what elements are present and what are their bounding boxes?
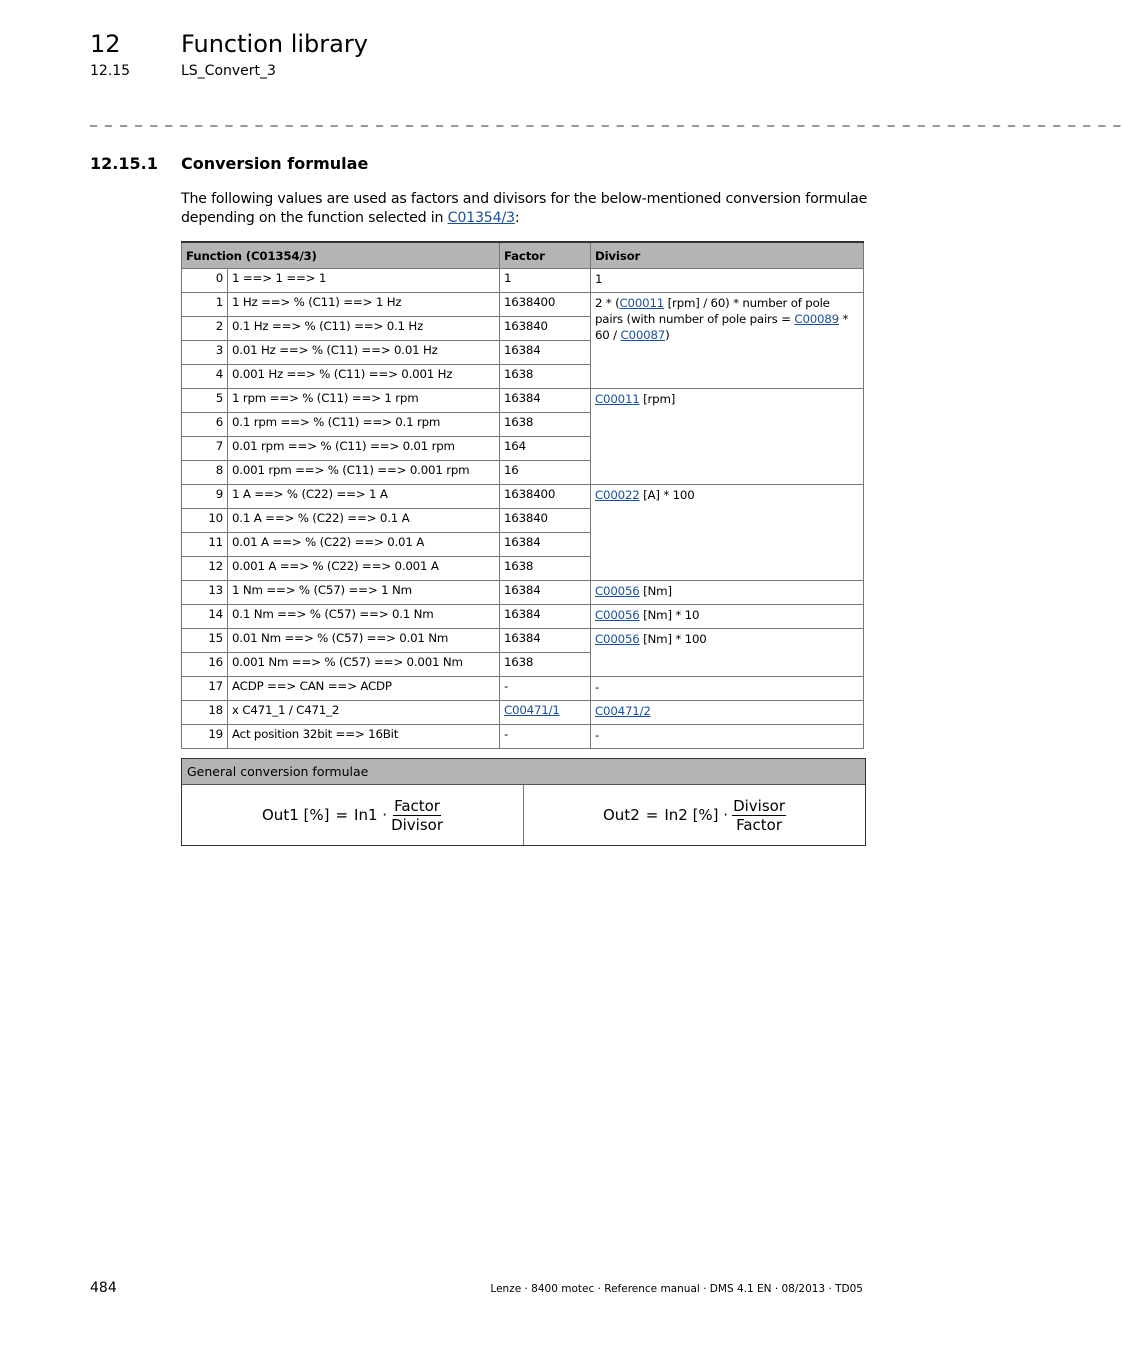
row-number: 14 (182, 605, 228, 629)
table-row (182, 677, 864, 701)
function-cell: 0.1 rpm ==> % (C11) ==> 0.1 rpm (228, 413, 500, 437)
factor-cell: 164 (500, 437, 591, 461)
row-number: 17 (182, 677, 228, 701)
factor-cell: - (500, 725, 591, 749)
factor-cell: 1 (500, 269, 591, 293)
table-row (182, 389, 864, 413)
factor-cell: 16384 (500, 605, 591, 629)
row-number: 11 (182, 533, 228, 557)
divisor-cell (591, 293, 864, 389)
function-cell: 0.01 rpm ==> % (C11) ==> 0.01 rpm (228, 437, 500, 461)
parameter-link[interactable]: C00056 (595, 608, 640, 622)
formula-out1 (182, 785, 523, 845)
row-number: 2 (182, 317, 228, 341)
intro-end: : (514, 210, 520, 226)
function-cell: 0.01 Nm ==> % (C57) ==> 0.01 Nm (228, 629, 500, 653)
divisor-text: ) (665, 328, 670, 342)
section-title: LS_Convert_3 (181, 63, 276, 79)
factor-cell: 1638400 (500, 485, 591, 509)
divisor-cell (591, 581, 864, 605)
divisor-text: * 60 / (595, 312, 849, 342)
table-row (182, 725, 864, 749)
divisor-cell (591, 605, 864, 629)
subsection-title: Conversion formulae (181, 154, 369, 173)
table-row (182, 293, 864, 317)
divisor-text: [rpm] / 60) * number of pole pairs (with number of pole pairs = (595, 296, 830, 326)
row-number: 12 (182, 557, 228, 581)
parameter-link[interactable]: C00022 (595, 488, 640, 502)
function-cell: 1 Hz ==> % (C11) ==> 1 Hz (228, 293, 500, 317)
factor-cell: 1638 (500, 365, 591, 389)
function-cell: 1 A ==> % (C22) ==> 1 A (228, 485, 500, 509)
table-header-row (182, 242, 864, 269)
factor-cell: 163840 (500, 509, 591, 533)
factor-cell: 163840 (500, 317, 591, 341)
table-row (182, 701, 864, 725)
function-cell: 0.1 A ==> % (C22) ==> 0.1 A (228, 509, 500, 533)
section-number: 12.15 (90, 63, 131, 79)
divisor-text: [Nm] * 10 (639, 608, 700, 622)
table-row (182, 629, 864, 653)
factor-cell: 16384 (500, 389, 591, 413)
divisor-text: 2 * ( (595, 296, 620, 310)
numerator: Divisor (733, 796, 785, 815)
subsection-number: 12.15.1 (90, 154, 158, 173)
row-number: 8 (182, 461, 228, 485)
formula-rhs: In2 [%] · (664, 806, 729, 824)
factor-cell: - (500, 677, 591, 701)
formula-out2 (523, 785, 865, 845)
formula-eq: = (335, 806, 349, 824)
row-number: 4 (182, 365, 228, 389)
divisor-cell (591, 677, 864, 701)
parameter-link[interactable]: C00011 (619, 296, 665, 310)
divisor-text: - (595, 680, 600, 694)
denominator: Divisor (391, 815, 443, 834)
divisor-cell (591, 485, 864, 581)
divisor-text: - (595, 728, 600, 742)
row-number: 19 (182, 725, 228, 749)
header-factor: Factor (500, 242, 591, 269)
factor-cell: 16384 (500, 341, 591, 365)
divisor-cell (591, 629, 864, 677)
row-number: 15 (182, 629, 228, 653)
table-row (182, 485, 864, 509)
factor-cell: 16384 (500, 581, 591, 605)
function-cell: ACDP ==> CAN ==> ACDP (228, 677, 500, 701)
function-cell: 0.001 Nm ==> % (C57) ==> 0.001 Nm (228, 653, 500, 677)
general-formulae-title: General conversion formulae (182, 759, 865, 785)
function-cell: 1 rpm ==> % (C11) ==> 1 rpm (228, 389, 500, 413)
function-cell: 0.1 Nm ==> % (C57) ==> 0.1 Nm (228, 605, 500, 629)
factor-cell: 1638 (500, 653, 591, 677)
numerator: Factor (394, 796, 440, 815)
header-function: Function (C01354/3) (182, 242, 500, 269)
table-row (182, 581, 864, 605)
formula-eq: = (645, 806, 659, 824)
divisor-text: [rpm] (639, 392, 676, 406)
chapter-number: 12 (90, 30, 121, 58)
intro-text: The following values are used as factors and divisors for the below-mentioned conversion formulae depending on the function selected in (181, 191, 868, 226)
table-row (182, 269, 864, 293)
divisor-text: [A] * 100 (639, 488, 695, 502)
formula-rhs: In1 · (354, 806, 388, 824)
divisor-cell (591, 269, 864, 293)
row-number: 3 (182, 341, 228, 365)
row-number: 6 (182, 413, 228, 437)
row-number: 0 (182, 269, 228, 293)
function-cell: 0.001 A ==> % (C22) ==> 0.001 A (228, 557, 500, 581)
row-number: 13 (182, 581, 228, 605)
divisor-text: [Nm] (639, 584, 672, 598)
separator-line: _ _ _ _ _ _ _ _ _ _ _ _ _ _ _ _ _ _ _ _ _ _ _ _ _ _ _ _ _ _ _ _ _ _ _ _ _ _ _ _ _ _ _ _ _ _ _ _ _ _ _ _ _ _ _ _ _ _ _ _ _ _ _ _ _ _ _ _ _ (90, 111, 1122, 127)
divisor-text: [Nm] * 100 (639, 632, 707, 646)
factor-cell: 1638 (500, 413, 591, 437)
factor-cell: 16 (500, 461, 591, 485)
function-cell: 1 ==> 1 ==> 1 (228, 269, 500, 293)
fraction (732, 797, 786, 834)
function-cell: 1 Nm ==> % (C57) ==> 1 Nm (228, 581, 500, 605)
function-cell: 0.01 A ==> % (C22) ==> 0.01 A (228, 533, 500, 557)
function-cell: Act position 32bit ==> 16Bit (228, 725, 500, 749)
function-cell: 0.01 Hz ==> % (C11) ==> 0.01 Hz (228, 341, 500, 365)
parameter-link[interactable]: C00087 (620, 328, 666, 342)
intro-link[interactable]: C01354/3 (447, 210, 515, 226)
factor-cell: 16384 (500, 629, 591, 653)
function-cell: 0.001 rpm ==> % (C11) ==> 0.001 rpm (228, 461, 500, 485)
divisor-text: 1 (595, 272, 603, 286)
table-row (182, 605, 864, 629)
fraction (391, 797, 443, 834)
function-cell: 0.001 Hz ==> % (C11) ==> 0.001 Hz (228, 365, 500, 389)
row-number: 10 (182, 509, 228, 533)
intro-paragraph (181, 190, 871, 228)
factor-cell: 16384 (500, 533, 591, 557)
conversion-table (181, 241, 864, 749)
row-number: 9 (182, 485, 228, 509)
parameter-link[interactable]: C00471/2 (595, 704, 651, 718)
factor-cell: 1638 (500, 557, 591, 581)
factor-cell (500, 701, 591, 725)
function-cell: 0.1 Hz ==> % (C11) ==> 0.1 Hz (228, 317, 500, 341)
divisor-cell (591, 389, 864, 485)
factor-cell: 1638400 (500, 293, 591, 317)
general-formulae-box (181, 758, 866, 846)
parameter-link[interactable]: C00056 (595, 584, 640, 598)
header-divisor: Divisor (591, 242, 864, 269)
row-number: 1 (182, 293, 228, 317)
function-cell: x C471_1 / C471_2 (228, 701, 500, 725)
parameter-link[interactable]: C00089 (794, 312, 839, 326)
parameter-link[interactable]: C00011 (595, 392, 640, 406)
parameter-link[interactable]: C00471/1 (504, 703, 560, 717)
chapter-title: Function library (181, 30, 368, 58)
footer-text: Lenze · 8400 motec · Reference manual · DMS 4.1 EN · 08/2013 · TD05 (490, 1283, 863, 1295)
formula-lhs: Out1 [%] (262, 806, 330, 824)
page-number: 484 (90, 1280, 117, 1296)
divisor-cell (591, 701, 864, 725)
row-number: 7 (182, 437, 228, 461)
formula-lhs: Out2 (603, 806, 640, 824)
row-number: 16 (182, 653, 228, 677)
row-number: 18 (182, 701, 228, 725)
parameter-link[interactable]: C00056 (595, 632, 640, 646)
divisor-cell (591, 725, 864, 749)
denominator: Factor (736, 815, 782, 834)
row-number: 5 (182, 389, 228, 413)
